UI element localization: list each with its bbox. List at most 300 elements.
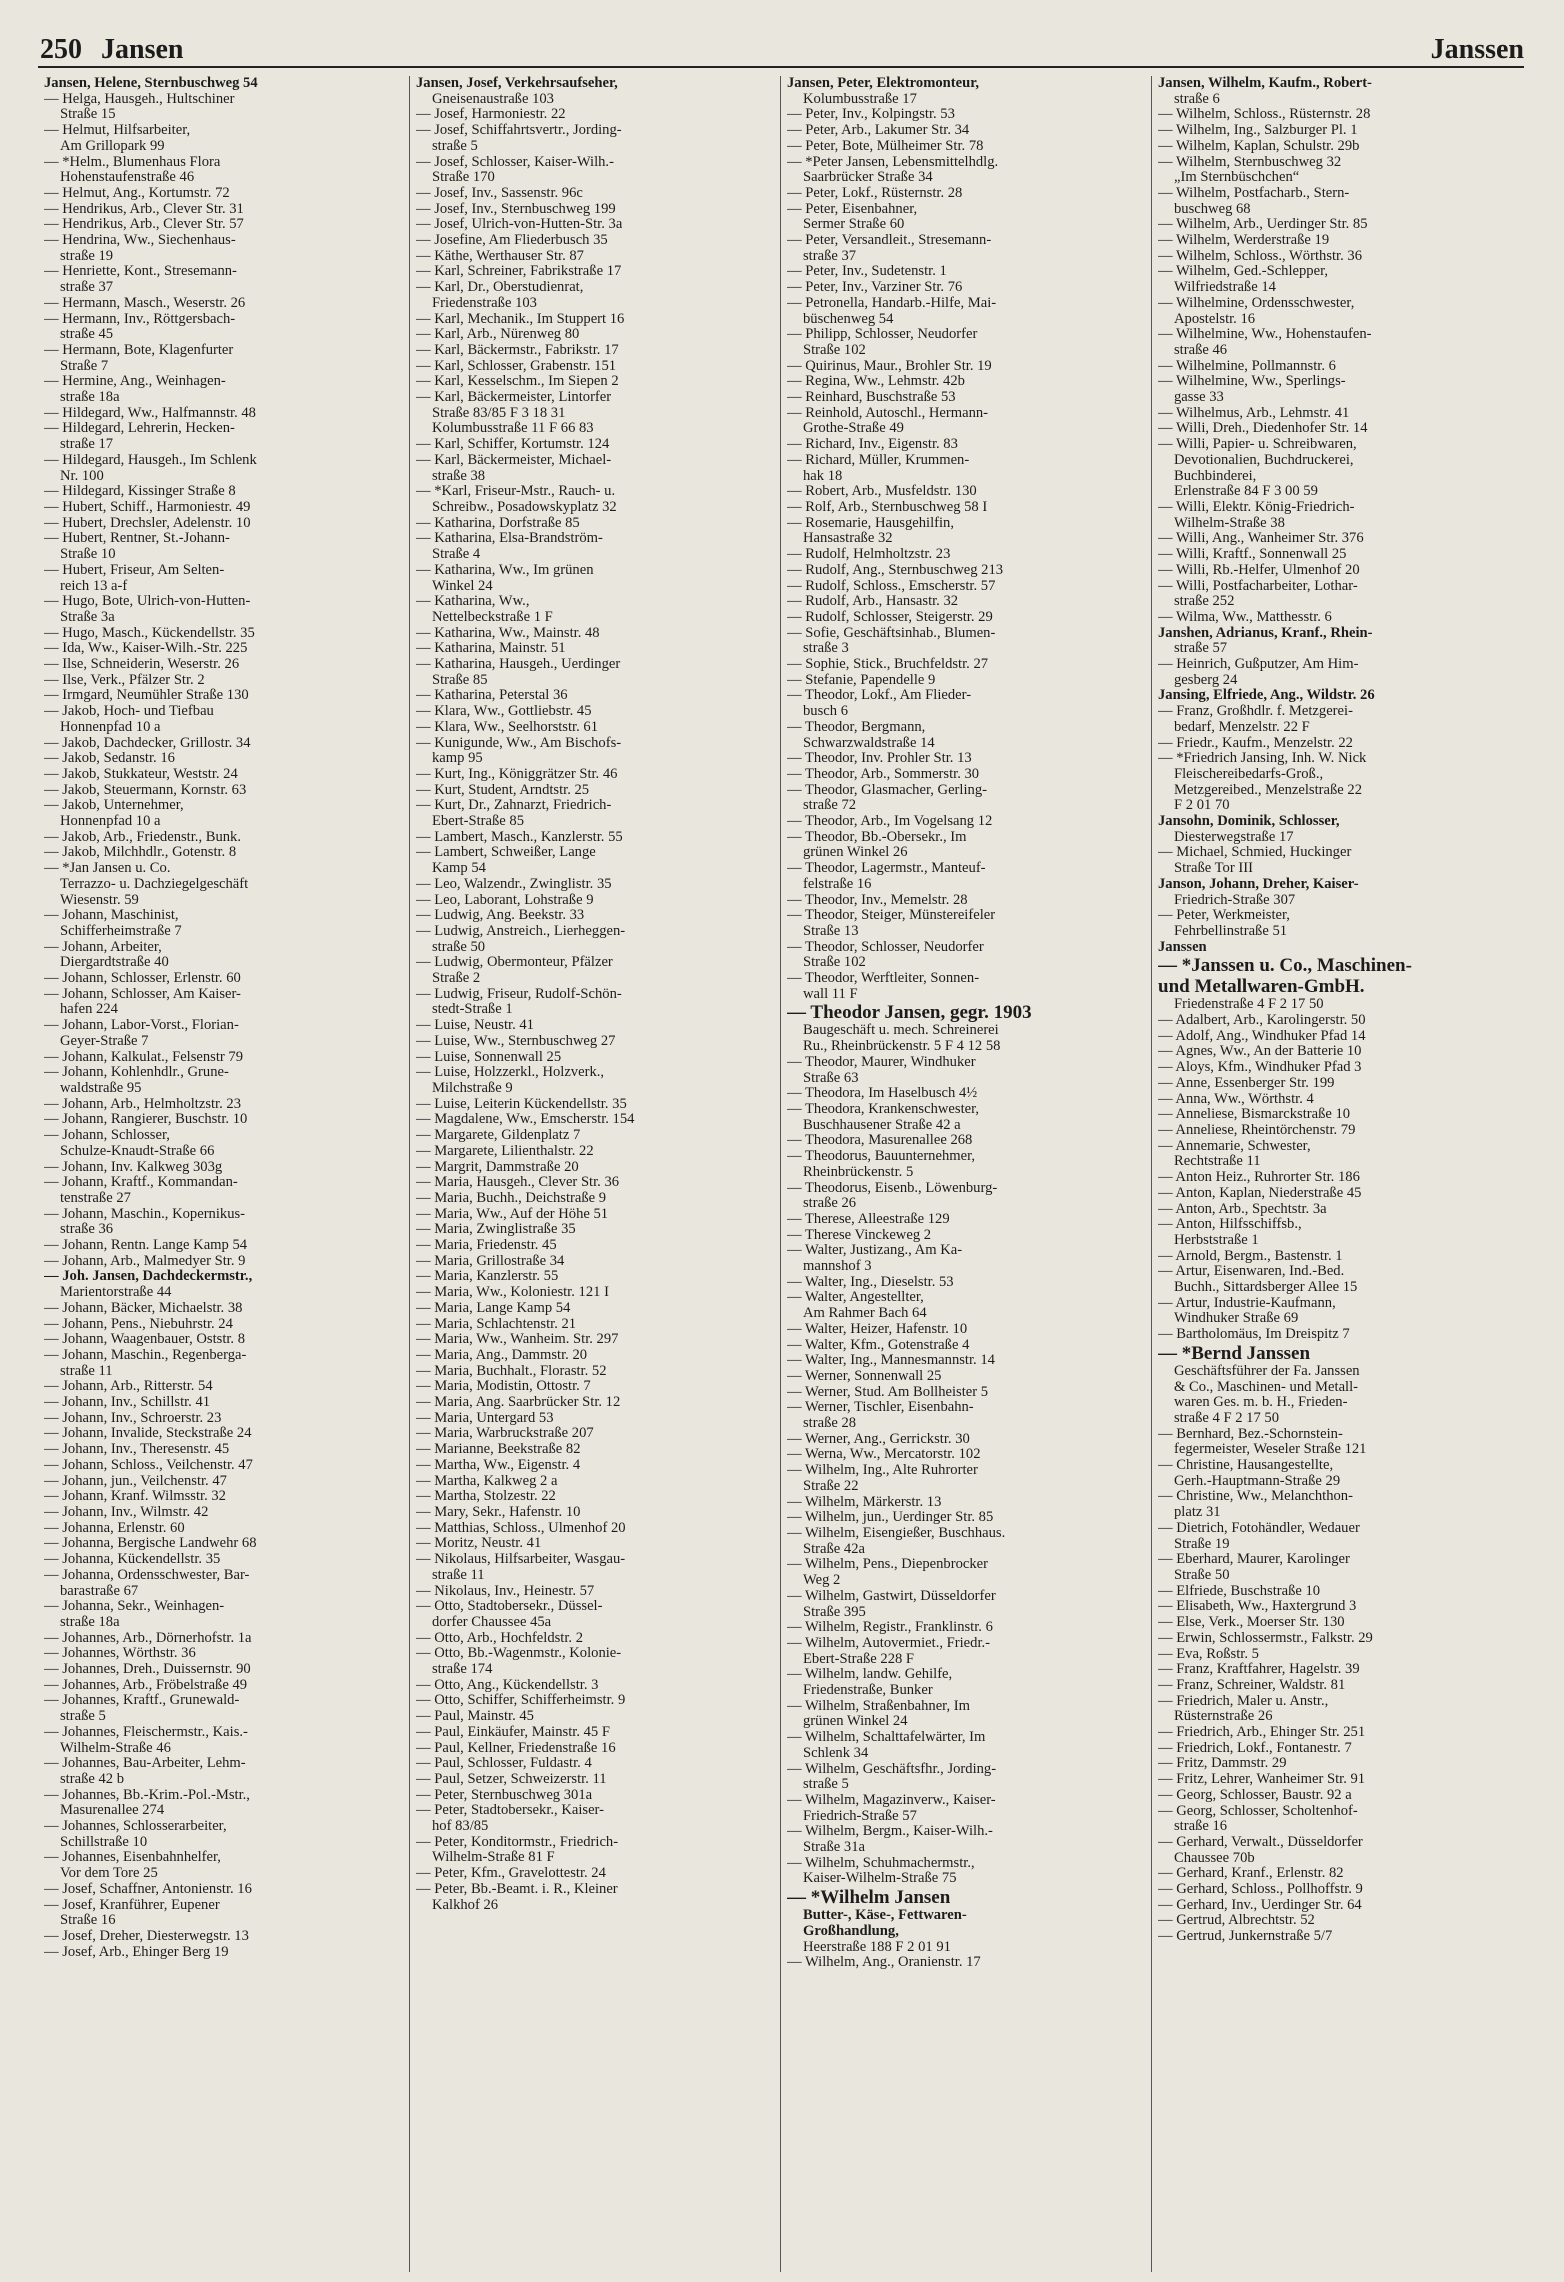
directory-entry: — Peter, Bb.-Beamt. i. R., Kleiner [416, 1881, 618, 1897]
directory-entry: — Georg, Schlosser, Scholtenhof- [1158, 1803, 1358, 1819]
directory-entry: straße 6 [1174, 91, 1220, 107]
directory-entry: — Wilhelm, Registr., Franklinstr. 6 [787, 1620, 993, 1636]
directory-entry: — Josef, Ulrich-von-Hutten-Str. 3a [416, 217, 623, 233]
directory-entry: — Eberhard, Maurer, Karolinger [1158, 1552, 1350, 1568]
directory-entry: — Otto, Arb., Hochfeldstr. 2 [416, 1630, 584, 1646]
directory-entry: — Wilhelm, Schloss., Wörthstr. 36 [1158, 248, 1362, 264]
directory-entry: — Karl, Bäckermeister, Lintorfer [416, 390, 612, 406]
directory-entry: Friedenstraße, Bunker [803, 1683, 933, 1699]
directory-entry: — Gertrud, Junkernstraße 5/7 [1158, 1929, 1333, 1945]
directory-entry: — Walter, Heizer, Hafenstr. 10 [787, 1321, 968, 1337]
directory-entry: Wilhelm-Straße 46 [60, 1740, 171, 1756]
directory-entry: — Johann, Arb., Ritterstr. 54 [44, 1379, 213, 1395]
directory-entry: — Philipp, Schlosser, Neudorfer [787, 327, 978, 343]
directory-entry: Schulze-Knaudt-Straße 66 [60, 1143, 215, 1159]
directory-entry: Wilhelm-Straße 38 [1174, 515, 1285, 531]
directory-entry: — Paul, Kellner, Friedenstraße 16 [416, 1740, 616, 1756]
directory-entry: Jansen, Josef, Verkehrsaufseher, [416, 76, 618, 91]
directory-entry: — Johann, Inv., Theresenstr. 45 [44, 1442, 230, 1458]
directory-entry: — Anton Heiz., Ruhrorter Str. 186 [1158, 1170, 1360, 1186]
directory-entry: Diergardtstraße 40 [60, 955, 169, 971]
directory-entry: — Johann, Kohlenhdlr., Grune- [44, 1065, 229, 1081]
directory-entry: Geschäftsführer der Fa. Janssen [1174, 1363, 1360, 1379]
column-2 [409, 76, 780, 2272]
directory-entry: Jansen, Wilhelm, Kaufm., Robert- [1158, 76, 1372, 91]
directory-entry: — Anneliese, Bismarckstraße 10 [1158, 1107, 1351, 1123]
directory-entry: — Werner, Ang., Gerrickstr. 30 [787, 1431, 970, 1447]
directory-entry: — Karl, Schlosser, Grabenstr. 151 [416, 358, 617, 374]
directory-entry: — Katharina, Ww., Mainstr. 48 [416, 625, 600, 641]
directory-entry: Sermer Straße 60 [803, 217, 905, 233]
directory-entry: — Hendrina, Ww., Siechenhaus- [44, 233, 236, 249]
directory-entry: — Arnold, Bergm., Bastenstr. 1 [1158, 1248, 1343, 1264]
directory-entry: — Johannes, Bau-Arbeiter, Lehm- [44, 1756, 246, 1772]
directory-entry: — Hubert, Friseur, Am Selten- [44, 562, 225, 578]
directory-entry: — Ilse, Schneiderin, Weserstr. 26 [44, 657, 240, 673]
directory-entry: — Wilhelm, Ang., Oranienstr. 17 [787, 1955, 981, 1971]
directory-entry: waldstraße 95 [60, 1081, 142, 1096]
directory-entry: — Theodor, Schlosser, Neudorfer [787, 939, 984, 955]
directory-entry: Friedrich-Straße 307 [1174, 892, 1296, 908]
directory-entry: — Henriette, Kont., Stresemann- [44, 264, 237, 280]
directory-entry: — Maria, Kanzlerstr. 55 [416, 1269, 559, 1285]
directory-entry: barastraße 67 [60, 1583, 139, 1599]
directory-entry: — Maria, Grillostraße 34 [416, 1253, 565, 1269]
directory-entry: — Jakob, Unternehmer, [44, 798, 184, 814]
directory-entry: — Johann, Arb., Helmholtzstr. 23 [44, 1096, 242, 1112]
directory-entry: — Johannes, Dreh., Duissernstr. 90 [44, 1662, 251, 1678]
directory-entry: Straße 3a [60, 609, 115, 625]
directory-entry: Hohenstaufenstraße 46 [60, 170, 195, 186]
directory-entry: — Franz, Großhdlr. f. Metzgerei- [1158, 704, 1353, 720]
directory-entry: — Anton, Hilfsschiffsb., [1158, 1217, 1302, 1233]
directory-entry: — Theodor, Lagermstr., Manteuf- [787, 861, 986, 877]
directory-entry: Straße 170 [432, 170, 495, 186]
directory-entry: — Johann, Schlosser, Erlenstr. 60 [44, 971, 241, 987]
directory-entry: Winkel 24 [432, 578, 493, 594]
directory-entry: — Adalbert, Arb., Karolingerstr. 50 [1158, 1013, 1366, 1029]
directory-entry: — Maria, Modistin, Ottostr. 7 [416, 1379, 591, 1395]
directory-entry: — Friedrich, Maler u. Anstr., [1158, 1693, 1329, 1709]
directory-entry: gesberg 24 [1174, 672, 1238, 688]
directory-entry: — Johann, Maschin., Kopernikus- [44, 1206, 246, 1222]
directory-entry: — Quirinus, Maur., Brohler Str. 19 [787, 358, 992, 374]
directory-entry: Friedenstraße 4 F 2 17 50 [1174, 997, 1324, 1013]
directory-entry: — Friedrich, Lokf., Fontanestr. 7 [1158, 1740, 1352, 1756]
directory-entry: — Wilhelm, Postfacharb., Stern- [1158, 185, 1350, 201]
directory-entry: — Petronella, Handarb.-Hilfe, Mai- [787, 295, 997, 311]
directory-entry: — Maria, Ang., Dammstr. 20 [416, 1347, 588, 1363]
directory-entry: — Ludwig, Ang. Beekstr. 33 [416, 908, 585, 924]
directory-entry: — Theodora, Masurenallee 268 [787, 1133, 973, 1149]
directory-entry: — Katharina, Ww., Im grünen [416, 562, 594, 578]
directory-entry: — Wilhelm, Werderstraße 19 [1158, 233, 1330, 249]
directory-entry: Rheinbrückenstr. 5 [803, 1164, 914, 1180]
directory-entry: — Hubert, Rentner, St.-Johann- [44, 531, 230, 547]
directory-entry: — Hildegard, Ww., Halfmannstr. 48 [44, 405, 256, 421]
directory-entry: — Jakob, Sedanstr. 16 [44, 751, 175, 767]
directory-entry: — Johann, Arb., Malmedyer Str. 9 [44, 1253, 246, 1269]
directory-entry: — Walter, Justizang., Am Ka- [787, 1243, 963, 1259]
directory-entry: — Johannes, Wörthstr. 36 [44, 1646, 196, 1662]
directory-entry: — Theodorus, Eisenb., Löwenburg- [787, 1180, 998, 1196]
directory-entry: — Wilhelm, Gastwirt, Düsseldorfer [787, 1588, 996, 1604]
directory-entry: — Hermann, Inv., Röttgersbach- [44, 311, 236, 327]
directory-entry: — Johanna, Kückendellstr. 35 [44, 1552, 221, 1568]
directory-entry: — Hugo, Bote, Ulrich-von-Hutten- [44, 594, 251, 610]
directory-entry: hof 83/85 [432, 1819, 489, 1835]
directory-entry: straße 18a [60, 1614, 120, 1630]
directory-entry: tenstraße 27 [60, 1190, 131, 1206]
directory-entry: kamp 95 [432, 751, 483, 767]
directory-entry: — Anton, Kaplan, Niederstraße 45 [1158, 1185, 1362, 1201]
directory-entry: — Jakob, Hoch- und Tiefbau [44, 704, 214, 720]
directory-entry: — Leo, Laborant, Lohstraße 9 [416, 892, 594, 908]
directory-entry: Chaussee 70b [1174, 1850, 1255, 1866]
directory-entry: — Karl, Arb., Nürenweg 80 [416, 327, 580, 343]
directory-entry: — Rudolf, Arb., Hansastr. 32 [787, 594, 959, 610]
directory-entry: — Therese Vinckeweg 2 [787, 1227, 932, 1243]
directory-entry: — Wilhelmine, Ww., Sperlings- [1158, 374, 1346, 390]
directory-entry: straße 174 [432, 1662, 493, 1678]
directory-entry: Windhuker Straße 69 [1174, 1311, 1299, 1327]
directory-entry: — Theodor, Arb., Sommerstr. 30 [787, 766, 980, 782]
directory-entry: — Martha, Stolzestr. 22 [416, 1489, 556, 1505]
directory-entry: — Josefine, Am Fliederbusch 35 [416, 233, 608, 249]
directory-entry: — Joh. Jansen, Dachdeckermstr., [44, 1269, 253, 1285]
directory-entry: bedarf, Menzelstr. 22 F [1174, 719, 1310, 735]
directory-entry: Straße 13 [803, 923, 859, 939]
directory-entry: — Karl, Bäckermeister, Michael- [416, 452, 612, 468]
directory-entry: — Karl, Schreiner, Fabrikstraße 17 [416, 264, 622, 280]
directory-entry: — Johann, Maschin., Regenberga- [44, 1347, 247, 1363]
directory-entry: — Johann, Inv., Schroerstr. 23 [44, 1410, 222, 1426]
directory-entry: — Jakob, Arb., Friedenstr., Bunk. [44, 829, 242, 845]
directory-entry: — Gerhard, Inv., Uerdinger Str. 64 [1158, 1897, 1362, 1913]
directory-entry: — Maria, Zwinglistraße 35 [416, 1222, 576, 1238]
directory-entry: — Hendrikus, Arb., Clever Str. 31 [44, 201, 244, 217]
directory-entry: — *Helm., Blumenhaus Flora [44, 154, 221, 170]
directory-entry: — Rosemarie, Hausgehilfin, [787, 515, 954, 531]
directory-entry: — Hermine, Ang., Weinhagen- [44, 374, 226, 390]
header-rule [38, 66, 1524, 68]
directory-entry: — Bernhard, Bez.-Schornstein- [1158, 1426, 1343, 1442]
directory-entry: — Josef, Schlosser, Kaiser-Wilh.- [416, 154, 614, 170]
directory-entry: Herbststraße 1 [1174, 1232, 1259, 1248]
directory-entry: — Wilhelm, Schloss., Rüsternstr. 28 [1158, 107, 1371, 123]
directory-entry: Schillstraße 10 [60, 1834, 148, 1850]
directory-entry: — Christine, Ww., Melanchthon- [1158, 1489, 1353, 1505]
directory-entry: — Karl, Bäckermstr., Fabrikstr. 17 [416, 342, 619, 358]
directory-entry: Schreibw., Posadowskyplatz 32 [432, 499, 617, 515]
directory-entry: straße 19 [60, 248, 114, 264]
directory-entry: — Johannes, Schlosserarbeiter, [44, 1819, 227, 1835]
directory-entry: F 2 01 70 [1174, 798, 1230, 814]
directory-entry: Honnenpfad 10 a [60, 719, 161, 735]
directory-entry: — Annemarie, Schwester, [1158, 1138, 1311, 1154]
directory-entry: — Theodorus, Bauunternehmer, [787, 1149, 976, 1165]
directory-entry: Metzgereibed., Menzelstraße 22 [1174, 782, 1363, 798]
directory-entry: mannshof 3 [803, 1259, 872, 1275]
directory-entry: Straße Tor III [1174, 861, 1253, 877]
directory-entry: — *Janssen u. Co., Maschinen- [1158, 955, 1412, 977]
directory-entry: Kolumbusstraße 17 [803, 91, 917, 107]
directory-entry: Jansohn, Dominik, Schlosser, [1158, 814, 1340, 830]
directory-entry: — Stefanie, Papendelle 9 [787, 672, 936, 688]
directory-entry: — Peter, Inv., Sudetenstr. 1 [787, 264, 947, 280]
directory-entry: — Kurt, Dr., Zahnarzt, Friedrich- [416, 798, 612, 814]
directory-entry: — Richard, Müller, Krummen- [787, 452, 970, 468]
directory-entry: — Johannes, Kraftf., Grunewald- [44, 1693, 240, 1709]
directory-entry: Wilhelm-Straße 81 F [432, 1850, 555, 1866]
directory-entry: Nr. 100 [60, 468, 104, 484]
directory-entry: — Katharina, Dorfstraße 85 [416, 515, 580, 531]
directory-entry: — Werner, Sonnenwall 25 [787, 1368, 942, 1384]
directory-entry: — Elisabeth, Ww., Haxtergrund 3 [1158, 1599, 1357, 1615]
directory-entry: — Johann, jun., Veilchenstr. 47 [44, 1473, 227, 1489]
directory-entry: — Gerhard, Schloss., Pollhoffstr. 9 [1158, 1882, 1363, 1898]
directory-entry: — Karl, Schiffer, Kortumstr. 124 [416, 437, 610, 453]
directory-entry: — Wilhelm, Geschäftsfhr., Jording- [787, 1761, 997, 1777]
directory-entry: — Robert, Arb., Musfeldstr. 130 [787, 484, 977, 500]
directory-entry: büschenweg 54 [803, 311, 894, 327]
directory-entry: straße 5 [803, 1777, 849, 1793]
directory-entry: — Gerhard, Verwalt., Düsseldorfer [1158, 1834, 1363, 1850]
directory-entry: — Peter, Konditormstr., Friedrich- [416, 1834, 619, 1850]
column-1 [38, 76, 409, 2272]
directory-entry: — Wilhelm, Straßenbahner, Im [787, 1698, 970, 1714]
directory-entry: Kamp 54 [432, 861, 486, 877]
directory-entry: — Johann, Waagenbauer, Oststr. 8 [44, 1332, 246, 1348]
directory-entry: Honnenpfad 10 a [60, 814, 161, 830]
directory-entry: — Karl, Mechanik., Im Stuppert 16 [416, 311, 625, 327]
directory-entry: straße 28 [803, 1416, 857, 1432]
directory-entry: — Peter, Eisenbahner, [787, 201, 918, 217]
directory-entry: — Johanna, Sekr., Weinhagen- [44, 1599, 225, 1615]
directory-entry: — Moritz, Neustr. 41 [416, 1536, 542, 1552]
directory-entry: Straße 63 [803, 1070, 859, 1086]
directory-entry: — Kurt, Ing., Königgrätzer Str. 46 [416, 766, 618, 782]
directory-entry: — Maria, Lange Kamp 54 [416, 1300, 571, 1316]
directory-entry: — Theodor, Maurer, Windhuker [787, 1054, 976, 1070]
directory-entry: Ru., Rheinbrückenstr. 5 F 4 12 58 [803, 1039, 1001, 1055]
directory-entry: — Wilhelmine, Ordensschwester, [1158, 295, 1355, 311]
directory-entry: Hansastraße 32 [803, 531, 893, 547]
directory-entry: — Josef, Inv., Sternbuschweg 199 [416, 201, 616, 217]
directory-entry: — Theodor Jansen, gegr. 1903 [787, 1002, 1032, 1024]
directory-entry: — Johann, Inv., Wilmstr. 42 [44, 1504, 209, 1520]
header-left-name: Jansen [101, 34, 184, 65]
directory-entry: — Wilhelm, Ged.-Schlepper, [1158, 264, 1328, 280]
directory-entry: — Peter, Stadtobersekr., Kaiser- [416, 1803, 604, 1819]
directory-entry: — Hildegard, Kissinger Straße 8 [44, 484, 236, 500]
directory-entry: — Klara, Ww., Seelhorststr. 61 [416, 719, 598, 735]
directory-entry: — Johann, Rangierer, Buschstr. 10 [44, 1112, 248, 1128]
directory-entry: & Co., Maschinen- und Metall- [1174, 1379, 1359, 1395]
directory-entry: — Josef, Harmoniestr. 22 [416, 107, 566, 123]
directory-entry: — Werna, Ww., Mercatorstr. 102 [787, 1447, 981, 1463]
directory-entry: Straße 2 [432, 971, 481, 987]
directory-entry: straße 5 [60, 1709, 106, 1725]
directory-entry: — Reinhold, Autoschl., Hermann- [787, 405, 989, 421]
directory-entry: — Katharina, Ww., [416, 594, 530, 610]
directory-entry: — Johann, Bäcker, Michaelstr. 38 [44, 1300, 243, 1316]
directory-entry: — Nikolaus, Inv., Heinestr. 57 [416, 1583, 595, 1599]
directory-entry: — Maria, Ww., Auf der Höhe 51 [416, 1206, 609, 1222]
directory-entry: platz 31 [1174, 1505, 1221, 1521]
directory-entry: straße 26 [803, 1196, 857, 1212]
directory-entry: — Karl, Kesselschm., Im Siepen 2 [416, 374, 619, 390]
directory-entry: straße 11 [60, 1363, 113, 1379]
directory-entry: — Käthe, Werthauser Str. 87 [416, 248, 584, 264]
directory-entry: — Wilhelm, Autovermiet., Friedr.- [787, 1635, 991, 1651]
directory-entry: Am Grillopark 99 [60, 138, 165, 154]
directory-entry: — Wilhelm, Eisengießer, Buschhaus. [787, 1525, 1006, 1541]
directory-entry: — Johannes, Bb.-Krim.-Pol.-Mstr., [44, 1787, 250, 1803]
directory-entry: — Theodor, Werftleiter, Sonnen- [787, 971, 980, 987]
directory-entry: straße 5 [432, 138, 478, 154]
directory-entry: — Irmgard, Neumühler Straße 130 [44, 688, 249, 704]
directory-entry: — Johanna, Ordensschwester, Bar- [44, 1567, 250, 1583]
directory-entry: Straße 85 [432, 672, 488, 688]
directory-entry: — Wilhelmus, Arb., Lehmstr. 41 [1158, 405, 1350, 421]
directory-entry: — Maria, Ang. Saarbrücker Str. 12 [416, 1395, 621, 1411]
directory-entry: — Werner, Tischler, Eisenbahn- [787, 1400, 974, 1416]
directory-entry: — Rudolf, Helmholtzstr. 23 [787, 547, 951, 563]
directory-entry: — Otto, Schiffer, Schifferheimstr. 9 [416, 1693, 626, 1709]
directory-entry: — Magdalene, Ww., Emscherstr. 154 [416, 1112, 635, 1128]
directory-entry: Devotionalien, Buchdruckerei, [1174, 452, 1354, 468]
directory-entry: Friedenstraße 103 [432, 295, 537, 311]
directory-entry: Grothe-Straße 49 [803, 421, 904, 437]
directory-entry: Schifferheimstraße 7 [60, 923, 182, 939]
directory-entry: Straße 83/85 F 3 18 31 [432, 405, 566, 421]
directory-entry: und Metallwaren-GmbH. [1158, 976, 1365, 998]
directory-entry: — Michael, Schmied, Huckinger [1158, 845, 1352, 861]
directory-entry: — Katharina, Hausgeh., Uerdinger [416, 657, 621, 673]
columns [38, 76, 1524, 2272]
directory-entry: straße 45 [60, 327, 114, 343]
directory-entry: — Wilhelm, Ing., Alte Ruhrorter [787, 1463, 978, 1479]
directory-entry: — Johann, Kalkulat., Felsenstr 79 [44, 1049, 244, 1065]
directory-entry: — Peter, Inv., Kolpingstr. 53 [787, 107, 955, 123]
directory-entry: — Wilhelmine, Ww., Hohenstaufen- [1158, 327, 1372, 343]
directory-entry: — Kunigunde, Ww., Am Bischofs- [416, 735, 622, 751]
directory-entry: — Peter, Bote, Mülheimer Str. 78 [787, 138, 984, 154]
directory-entry: Diesterwegstraße 17 [1174, 829, 1294, 845]
directory-entry: — Johann, Inv. Kalkweg 303g [44, 1159, 223, 1175]
directory-entry: — Theodor, Steiger, Münstereifeler [787, 908, 996, 924]
directory-entry: — Heinrich, Gußputzer, Am Him- [1158, 657, 1359, 673]
directory-entry: straße 18a [60, 390, 120, 406]
directory-entry: — Johanna, Bergische Landwehr 68 [44, 1536, 257, 1552]
directory-entry: Janssen [1158, 939, 1207, 955]
directory-entry: — Martha, Ww., Eigenstr. 4 [416, 1457, 581, 1473]
directory-entry: Straße 50 [1174, 1567, 1230, 1583]
directory-entry: — Reinhard, Buschstraße 53 [787, 390, 956, 406]
directory-entry: Gneisenaustraße 103 [432, 91, 554, 107]
directory-entry: straße 36 [60, 1222, 114, 1238]
directory-entry: Apostelstr. 16 [1174, 311, 1256, 327]
directory-entry: — Johann, Pens., Niebuhrstr. 24 [44, 1316, 233, 1332]
directory-entry: buschweg 68 [1174, 201, 1251, 217]
directory-entry: — Katharina, Mainstr. 51 [416, 641, 566, 657]
directory-entry: — Jakob, Stukkateur, Weststr. 24 [44, 766, 238, 782]
directory-entry: — Rudolf, Schlosser, Steigerstr. 29 [787, 609, 993, 625]
directory-entry: — Johann, Arbeiter, [44, 939, 162, 955]
directory-entry: — Mary, Sekr., Hafenstr. 10 [416, 1504, 581, 1520]
directory-entry: — Luise, Ww., Sternbuschweg 27 [416, 1033, 616, 1049]
directory-entry: „Im Sternbüschchen“ [1174, 170, 1300, 186]
directory-entry: — Friedr., Kaufm., Menzelstr. 22 [1158, 735, 1353, 751]
directory-entry: Heerstraße 188 F 2 01 91 [803, 1939, 951, 1955]
column-3 [780, 76, 1151, 2272]
directory-entry: — Therese, Alleestraße 129 [787, 1211, 950, 1227]
directory-entry: — Maria, Friedenstr. 45 [416, 1238, 557, 1254]
directory-entry: — Christine, Hausangestellte, [1158, 1458, 1334, 1474]
directory-entry: — Walter, Kfm., Gotenstraße 4 [787, 1337, 970, 1353]
directory-entry: — Ludwig, Anstreich., Lierheggen- [416, 923, 626, 939]
directory-entry: — Johannes, Arb., Fröbelstraße 49 [44, 1677, 248, 1693]
directory-entry: Am Rahmer Bach 64 [803, 1306, 927, 1322]
directory-entry: — Wilhelm, Ing., Salzburger Pl. 1 [1158, 123, 1358, 139]
directory-entry: Ebert-Straße 85 [432, 814, 524, 830]
directory-entry: felstraße 16 [803, 876, 872, 892]
directory-entry: — Franz, Schreiner, Waldstr. 81 [1158, 1677, 1346, 1693]
directory-entry: — Paul, Mainstr. 45 [416, 1709, 534, 1725]
directory-entry: straße 11 [432, 1567, 485, 1583]
directory-entry: hafen 224 [60, 1002, 118, 1018]
directory-entry: straße 42 b [60, 1771, 125, 1787]
directory-entry: Vor dem Tore 25 [60, 1866, 158, 1882]
directory-entry: — *Jan Jansen u. Co. [44, 861, 171, 877]
directory-entry: — Wilhelm, Bergm., Kaiser-Wilh.- [787, 1824, 993, 1840]
directory-entry: — Franz, Kraftfahrer, Hagelstr. 39 [1158, 1662, 1360, 1678]
directory-entry: — Leo, Walzendr., Zwinglistr. 35 [416, 876, 612, 892]
directory-entry: Masurenallee 274 [60, 1803, 165, 1819]
directory-entry: — Margarete, Gildenplatz 7 [416, 1128, 581, 1144]
directory-entry: — Lambert, Schweißer, Lange [416, 845, 596, 861]
directory-entry: — Sofie, Geschäftsinhab., Blumen- [787, 625, 996, 641]
directory-entry: Schlenk 34 [803, 1745, 869, 1761]
directory-entry: — Luise, Holzzerkl., Holzverk., [416, 1065, 605, 1081]
directory-entry: Straße 22 [803, 1478, 859, 1494]
directory-entry: busch 6 [803, 704, 848, 720]
directory-entry: — Maria, Schlachtenstr. 21 [416, 1316, 577, 1332]
directory-entry: — Artur, Industrie-Kaufmann, [1158, 1295, 1336, 1311]
directory-entry: — Paul, Setzer, Schweizerstr. 11 [416, 1771, 607, 1787]
directory-entry: — Josef, Dreher, Diesterwegstr. 13 [44, 1928, 249, 1944]
directory-entry: straße 72 [803, 798, 857, 814]
directory-entry: — Marianne, Beekstraße 82 [416, 1442, 581, 1458]
directory-entry: gasse 33 [1174, 390, 1224, 406]
directory-entry: — Wilhelm, Schuhmachermstr., [787, 1855, 975, 1871]
directory-entry: Baugeschäft u. mech. Schreinerei [803, 1023, 999, 1039]
directory-entry: — Maria, Buchh., Deichstraße 9 [416, 1190, 607, 1206]
directory-entry: — Maria, Untergard 53 [416, 1410, 554, 1426]
directory-entry: — Johann, Invalide, Steckstraße 24 [44, 1426, 252, 1442]
directory-entry: — Luise, Leiterin Kückendellstr. 35 [416, 1096, 627, 1112]
directory-entry: Saarbrücker Straße 34 [803, 170, 933, 186]
directory-entry: — Johannes, Eisenbahnhelfer, [44, 1850, 221, 1866]
directory-entry: Straße 395 [803, 1604, 866, 1620]
directory-entry: — *Wilhelm Jansen [787, 1887, 951, 1909]
directory-entry: — Theodor, Bb.-Obersekr., Im [787, 829, 967, 845]
directory-entry: Wiesenstr. 59 [60, 892, 139, 908]
directory-entry: — Josef, Schaffner, Antonienstr. 16 [44, 1881, 252, 1897]
directory-entry: — Johann, Labor-Vorst., Florian- [44, 1018, 239, 1034]
directory-entry: — Theodor, Arb., Im Vogelsang 12 [787, 814, 993, 830]
